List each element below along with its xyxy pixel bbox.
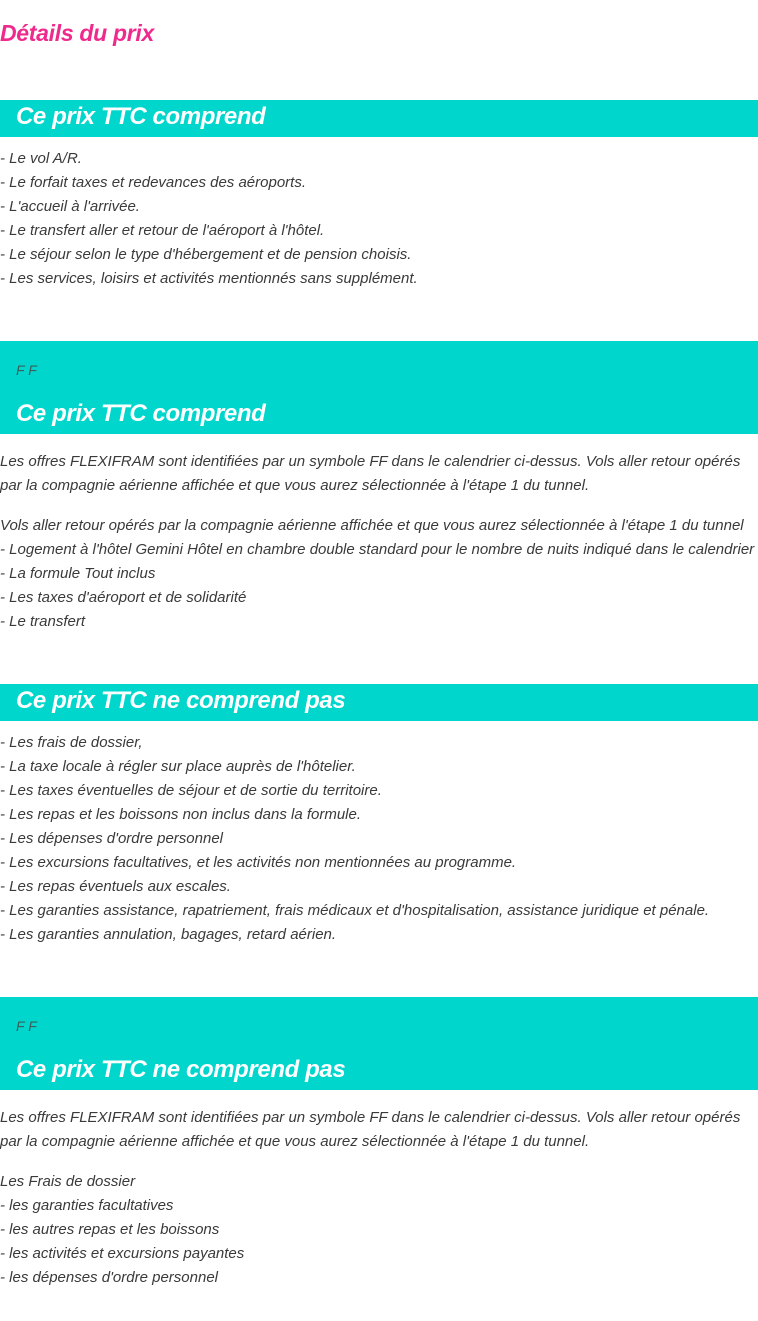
list-item: - Le séjour selon le type d'hébergement et de pension choisis.: [0, 246, 412, 263]
list-item: - Le transfert: [0, 613, 86, 630]
list-item: Vols aller retour opérés par la compagnie aérienne affichée et que vous aurez sélectionnée à l'étape 1 du tunnel: [0, 517, 744, 534]
list-item: - les activités et excursions payantes: [0, 1245, 245, 1262]
flexifram-not-included-list: [0, 1170, 758, 1290]
section-not-included-title: Ce prix TTC ne comprend pas: [16, 687, 346, 714]
list-item: - La taxe locale à régler sur place auprès de l'hôtelier.: [0, 758, 356, 775]
list-item: - Les repas et les boissons non inclus dans la formule.: [0, 806, 362, 823]
ff-badge: F F: [16, 362, 37, 378]
list-item: - L'accueil à l'arrivée.: [0, 198, 140, 215]
section-included-title: Ce prix TTC comprend: [16, 103, 266, 130]
flexifram-included-list: [0, 514, 758, 634]
list-item: - Logement à l'hôtel Gemini Hôtel en chambre double standard pour le nombre de nuits indiqué dans le calendrier: [0, 541, 755, 558]
list-item: - Les excursions facultatives, et les activités non mentionnées au programme.: [0, 854, 517, 871]
list-item: - La formule Tout inclus: [0, 565, 156, 582]
list-item: - Le vol A/R.: [0, 150, 82, 167]
list-item: - les autres repas et les boissons: [0, 1221, 220, 1238]
included-list: [0, 147, 758, 291]
section-not-included-header: [0, 684, 758, 721]
section-included-header: [0, 100, 758, 137]
list-item: - Les garanties assistance, rapatriement, frais médicaux et d'hospitalisation, assistance juridique et pénale.: [0, 902, 710, 919]
not-included-list: [0, 731, 758, 947]
list-item: - Les garanties annulation, bagages, retard aérien.: [0, 926, 337, 943]
list-item: - Les repas éventuels aux escales.: [0, 878, 231, 895]
list-item: - Les frais de dossier,: [0, 734, 143, 751]
section-flexifram-not-included-title: Ce prix TTC ne comprend pas: [16, 1056, 346, 1083]
page-title: Détails du prix: [0, 20, 154, 46]
ff-badge: F F: [16, 1018, 37, 1034]
list-item: - les garanties facultatives: [0, 1197, 174, 1214]
list-item: - Les taxes d'aéroport et de solidarité: [0, 589, 247, 606]
list-item: Les Frais de dossier: [0, 1173, 136, 1190]
list-item: - Le forfait taxes et redevances des aéroports.: [0, 174, 306, 191]
list-item: - Le transfert aller et retour de l'aéroport à l'hôtel.: [0, 222, 325, 239]
section-flexifram-not-included-header: [0, 997, 758, 1090]
flexifram-intro: Les offres FLEXIFRAM sont identifiées par un symbole FF dans le calendrier ci-dessus. Vols aller retour opérés par la compagnie aérienne affichée et que vous aurez sélectionnée à l'étape 1 du tunnel.: [0, 453, 741, 494]
flexifram-intro: Les offres FLEXIFRAM sont identifiées par un symbole FF dans le calendrier ci-dessus. Vols aller retour opérés par la compagnie aérienne affichée et que vous aurez sélectionnée à l'étape 1 du tunnel.: [0, 1109, 741, 1150]
list-item: - Les dépenses d'ordre personnel: [0, 830, 224, 847]
section-flexifram-included-title: Ce prix TTC comprend: [16, 400, 266, 427]
list-item: - Les taxes éventuelles de séjour et de sortie du territoire.: [0, 782, 382, 799]
section-flexifram-included-header: [0, 341, 758, 434]
list-item: - Les services, loisirs et activités mentionnés sans supplément.: [0, 270, 418, 287]
list-item: - les dépenses d'ordre personnel: [0, 1269, 218, 1286]
